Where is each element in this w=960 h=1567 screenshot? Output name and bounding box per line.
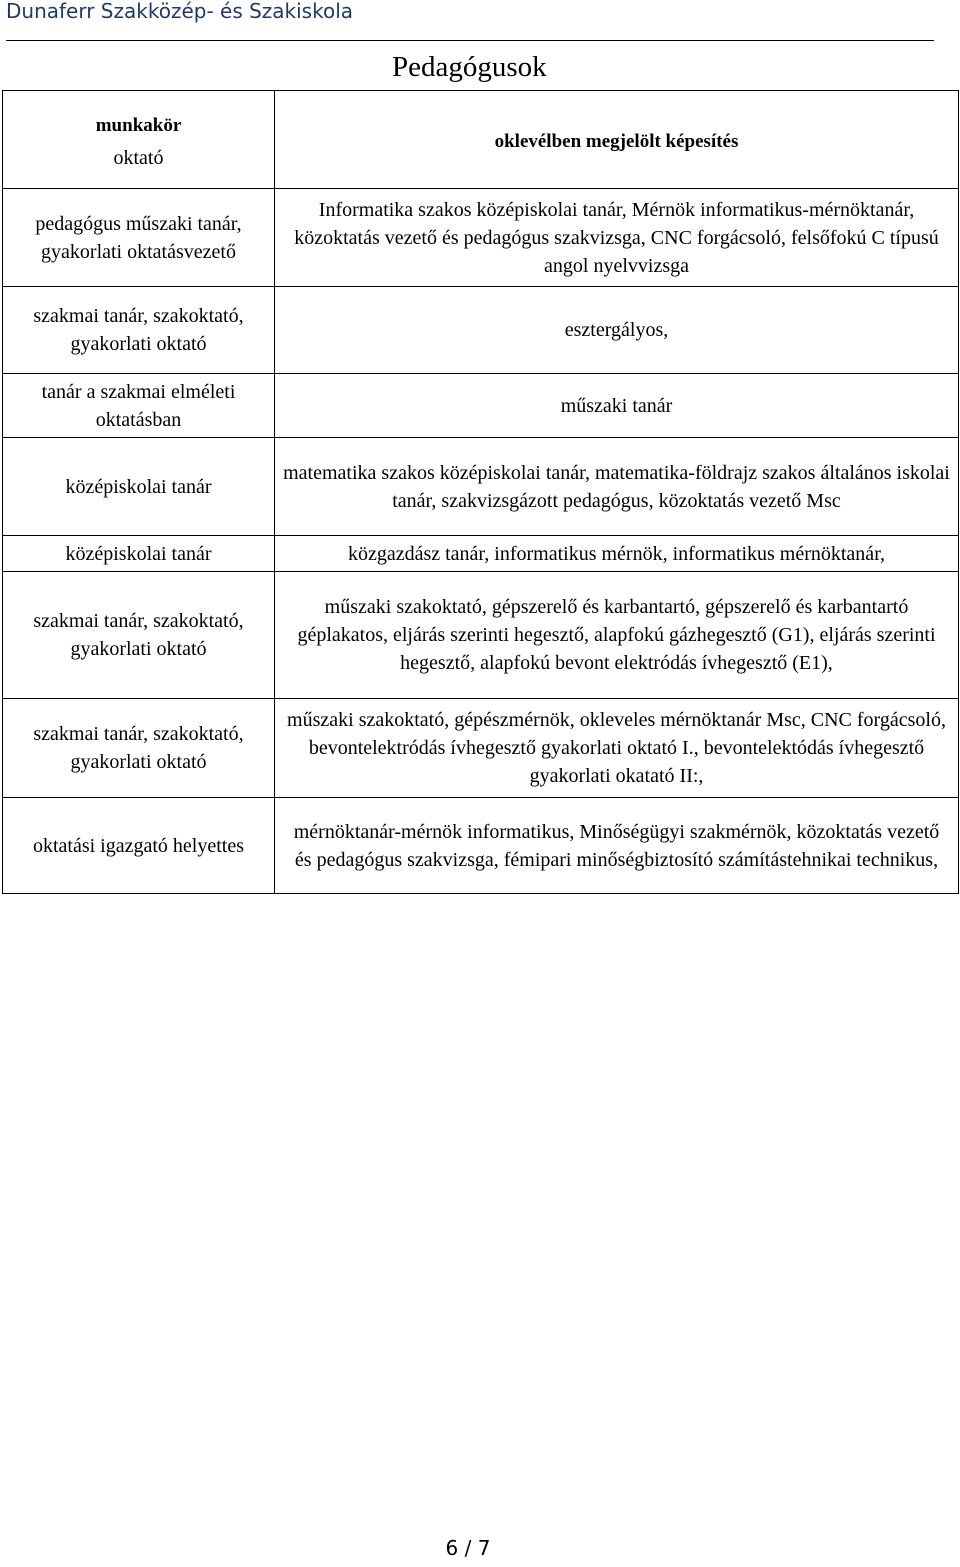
table-row xyxy=(3,287,959,374)
role-cell: középiskolai tanár xyxy=(3,438,275,536)
page-header xyxy=(6,0,934,41)
table-row xyxy=(3,438,959,536)
table-row xyxy=(3,798,959,894)
col1-subheader: oktató xyxy=(113,146,164,169)
qualification-cell: matematika szakos középiskolai tanár, matematika-földrajz szakos általános iskolai tanár, szakvizsgázott pedagógus, közoktatás vezető Msc xyxy=(275,438,959,536)
table-row xyxy=(3,536,959,572)
role-cell: pedagógus műszaki tanár, gyakorlati oktatásvezető xyxy=(3,189,275,287)
role-cell: szakmai tanár, szakoktató, gyakorlati oktató xyxy=(3,287,275,374)
page-title: Pedagógusok xyxy=(392,51,547,83)
table-row xyxy=(3,189,959,287)
table-row xyxy=(3,374,959,438)
qualification-cell: műszaki szakoktató, gépészmérnök, okleveles mérnöktanár Msc, CNC forgácsoló, bevontelektródás ívhegesztő gyakorlati oktató I., bevontelektódás ívhegesztő gyakorlati okatató II:, xyxy=(275,699,959,798)
col2-header: oklevélben megjelölt képesítés xyxy=(494,130,739,152)
qualification-cell: közgazdász tanár, informatikus mérnök, informatikus mérnöktanár, xyxy=(275,536,959,572)
page-number xyxy=(0,1536,936,1560)
col2-header-cell xyxy=(275,91,959,189)
qualification-cell: Informatika szakos középiskolai tanár, Mérnök informatikus-mérnöktanár, közoktatás vezető és pedagógus szakvizsga, CNC forgácsoló, felsőfokú C típusú angol nyelvvizsga xyxy=(275,189,959,287)
table-row xyxy=(3,572,959,699)
role-cell: oktatási igazgató helyettes xyxy=(3,798,275,894)
qualification-cell: műszaki tanár xyxy=(275,374,959,438)
table-row xyxy=(3,699,959,798)
role-cell: szakmai tanár, szakoktató, gyakorlati oktató xyxy=(3,699,275,798)
school-name: Dunaferr Szakközép- és Szakiskola xyxy=(6,0,354,23)
role-cell: középiskolai tanár xyxy=(3,536,275,572)
page-number-text: 6 / 7 xyxy=(445,1536,491,1560)
qualification-cell: esztergályos, xyxy=(275,287,959,374)
col1-header-cell xyxy=(3,91,275,189)
role-cell: szakmai tanár, szakoktató, gyakorlati oktató xyxy=(3,572,275,699)
staff-table xyxy=(2,90,959,894)
table-header-row xyxy=(3,91,959,189)
col1-header: munkakör xyxy=(95,114,182,136)
qualification-cell: műszaki szakoktató, gépszerelő és karbantartó, gépszerelő és karbantartó géplakatos, eljárás szerinti hegesztő, alapfokú gázhegesztő (G1), eljárás szerinti hegesztő, alapfokú bevont elektródás ívhegesztő (E1), xyxy=(275,572,959,699)
qualification-cell: mérnöktanár-mérnök informatikus, Minőségügyi szakmérnök, közoktatás vezető és pedagógus szakvizsga, fémipari minőségbiztosító számítástehnikai technikus, xyxy=(275,798,959,894)
role-cell: tanár a szakmai elméleti oktatásban xyxy=(3,374,275,438)
